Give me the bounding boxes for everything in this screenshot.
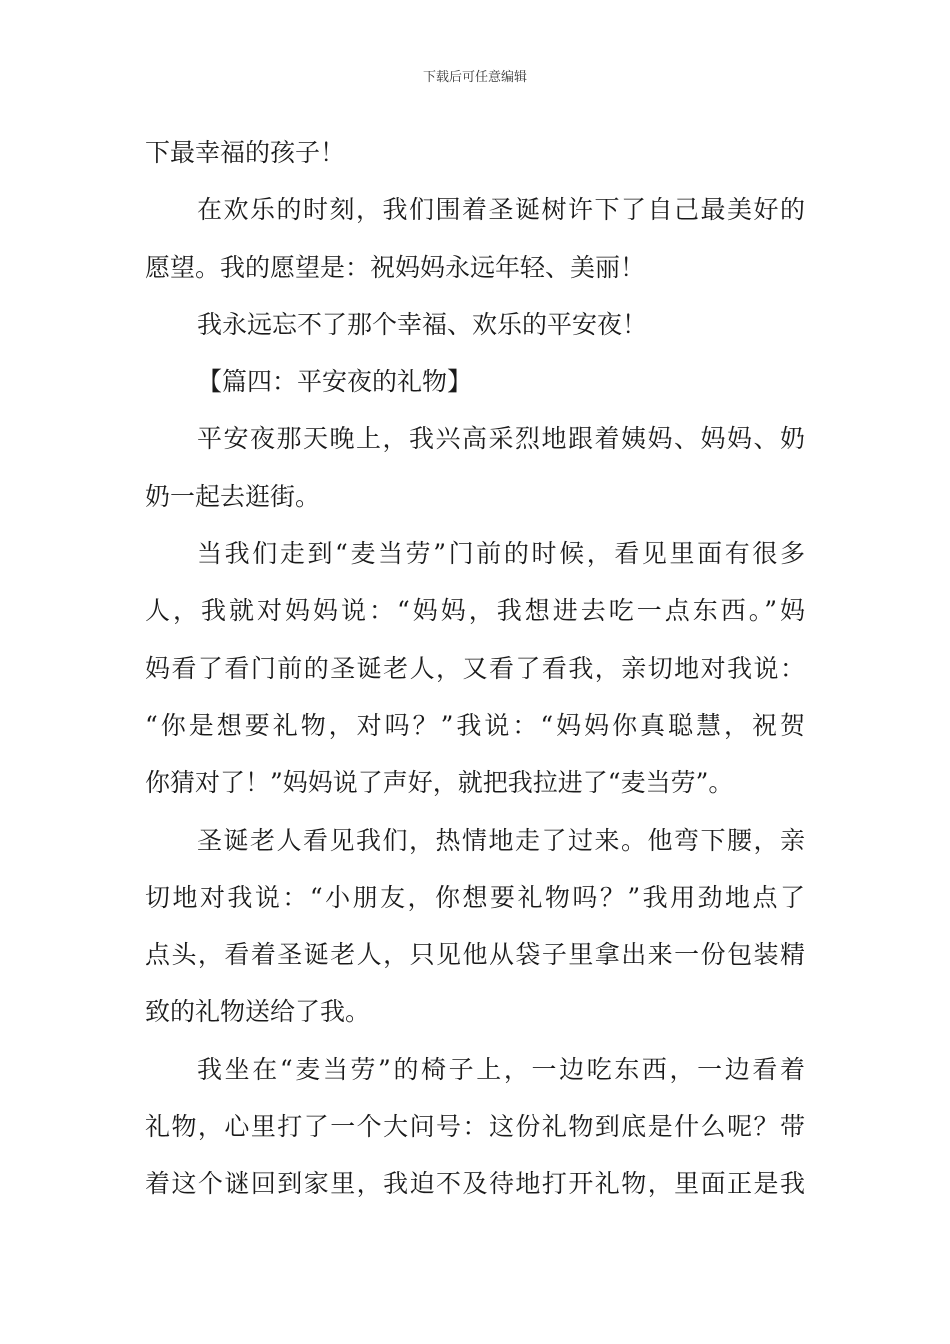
text-line: 奶一起去逛街。 xyxy=(145,481,321,511)
text-line: 愿望。我的愿望是：祝妈妈永远年轻、美丽！ xyxy=(145,252,646,282)
section-heading: 【篇四：平安夜的礼物】 xyxy=(197,367,473,397)
text-line: 我坐在“麦当劳”的椅子上，一边吃东西，一边看着 xyxy=(197,1054,805,1084)
text-line: 平安夜那天晚上，我兴高采烈地跟着姨妈、妈妈、奶 xyxy=(197,424,805,454)
text-line: 下最幸福的孩子！ xyxy=(145,138,346,167)
text-line: 圣诞老人看见我们，热情地走了过来。他弯下腰，亲 xyxy=(197,825,805,855)
text-line: 切地对我说：“小朋友，你想要礼物吗？”我用劲地点了 xyxy=(145,882,805,912)
text-line: 你猜对了！”妈妈说了声好，就把我拉进了“麦当劳”。 xyxy=(145,768,734,798)
text-line: 当我们走到“麦当劳”门前的时候，看见里面有很多 xyxy=(197,539,805,569)
text-line: 在欢乐的时刻，我们围着圣诞树许下了自己最美好的 xyxy=(197,195,805,225)
text-line: 致的礼物送给了我。 xyxy=(145,997,371,1027)
text-line: 妈看了看门前的圣诞老人，又看了看我，亲切地对我说： xyxy=(145,653,805,683)
page-header: 下载后可任意编辑 xyxy=(422,70,527,85)
text-line: 人，我就对妈妈说：“妈妈，我想进去吃一点东西。”妈 xyxy=(145,596,805,626)
document-body xyxy=(145,124,805,1213)
text-line: 我永远忘不了那个幸福、欢乐的平安夜！ xyxy=(197,309,648,339)
text-line: 点头，看着圣诞老人，只见他从袋子里拿出来一份包装精 xyxy=(145,940,805,970)
text-line: 着这个谜回到家里，我迫不及待地打开礼物，里面正是我 xyxy=(145,1169,805,1199)
text-line: 礼物，心里打了一个大问号：这份礼物到底是什么呢？带 xyxy=(145,1112,805,1142)
text-line: “你是想要礼物，对吗？”我说：“妈妈你真聪慧，祝贺 xyxy=(145,710,805,740)
